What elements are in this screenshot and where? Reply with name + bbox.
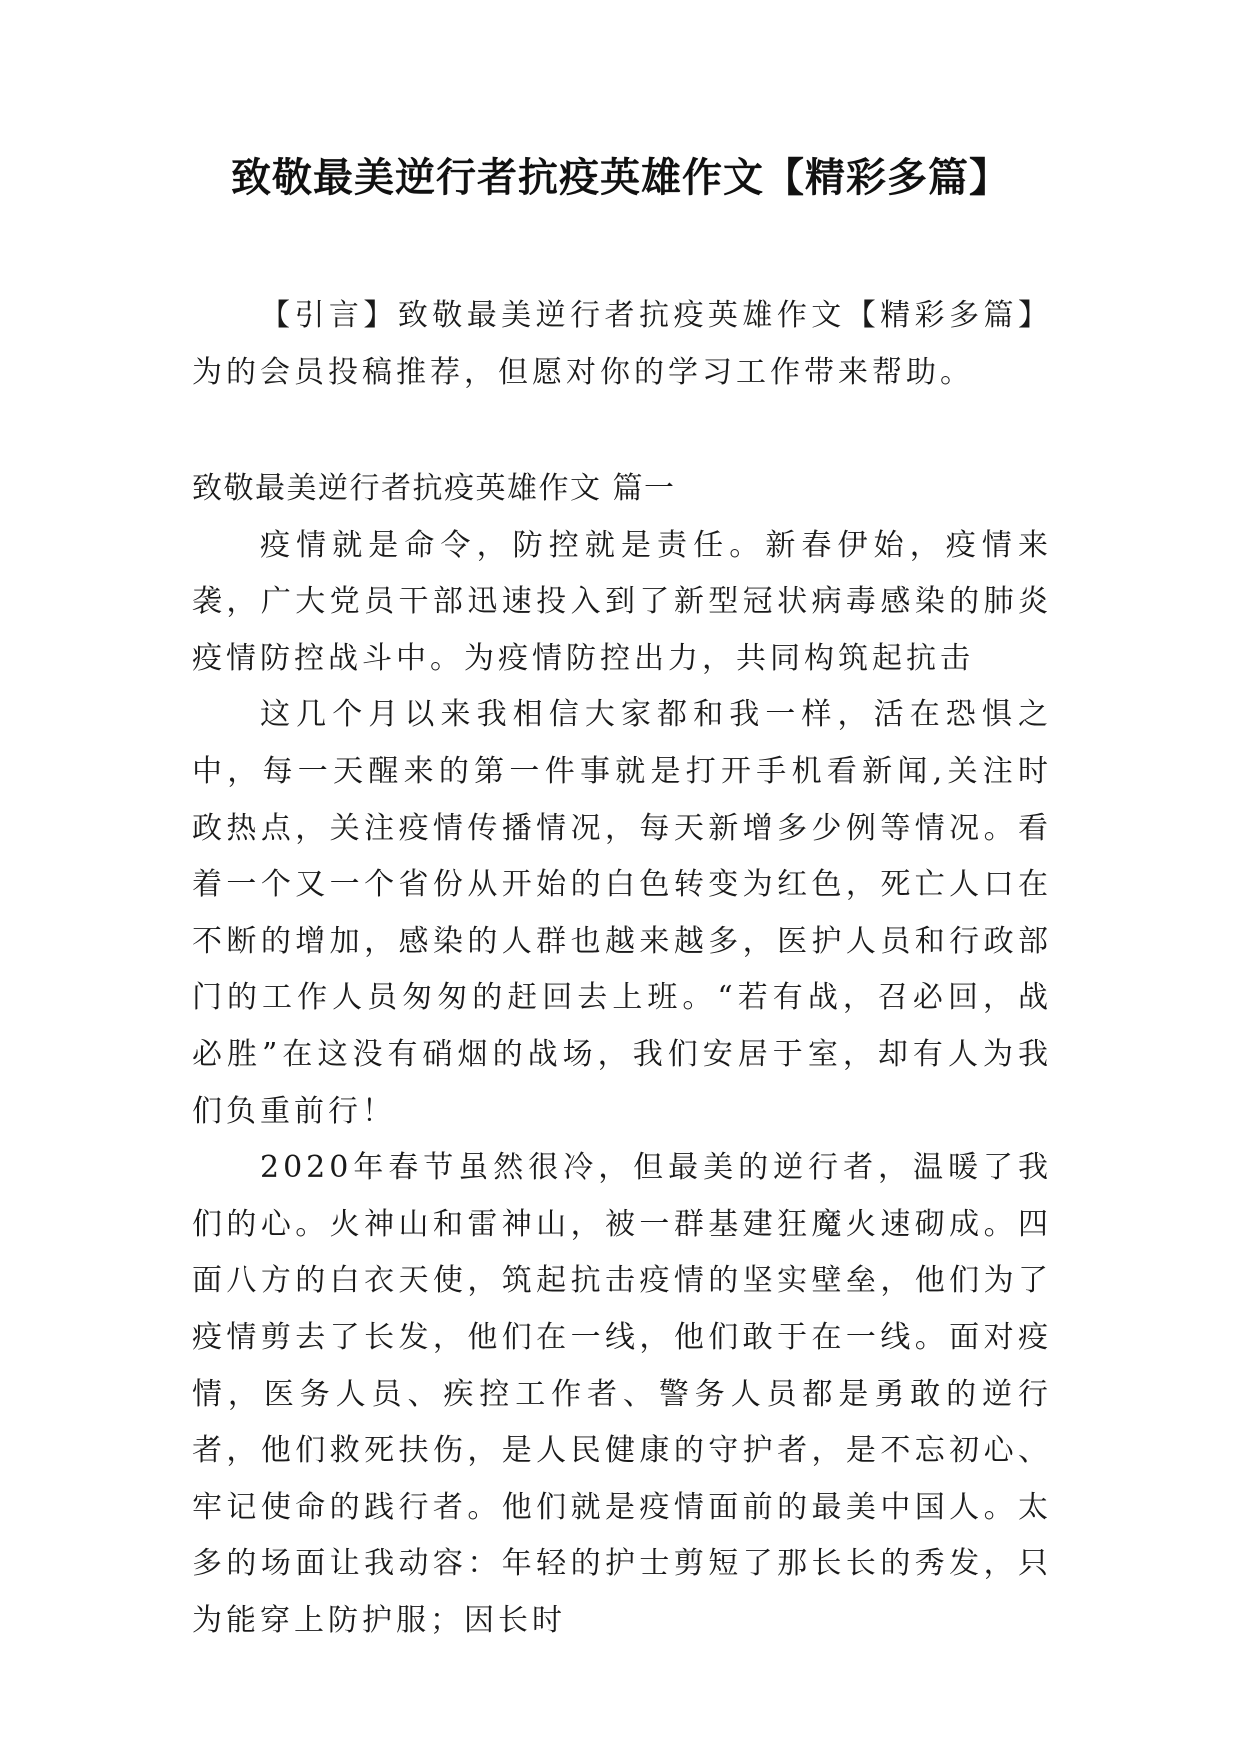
section-heading: 致敬最美逆行者抗疫英雄作文 篇一 — [192, 471, 676, 506]
intro-block — [192, 288, 1052, 401]
intro-paragraph: 【引言】致敬最美逆行者抗疫英雄作文【精彩多篇】为的会员投稿推荐，但愿对你的学习工作带来帮助。 — [192, 298, 1052, 390]
body-paragraph: 2020年春节虽然很冷，但最美的逆行者，温暖了我们的心。火神山和雷神山，被一群基建狂魔火速砌成。四面八方的白衣天使，筑起抗击疫情的坚实壁垒，他们为了疫情剪去了长发，他们在一线，他们敢于在一线。面对疫情，医务人员、疾控工作者、警务人员都是勇敢的逆行者，他们救死扶伤，是人民健康的守护者，是不忘初心、牢记使命的践行者。他们就是疫情面前的最美中国人。太多的场面让我动容：年轻的护士剪短了那长长的秀发，只为能穿上防护服；因长时 — [192, 1150, 1052, 1638]
body-paragraph: 这几个月以来我相信大家都和我一样，活在恐惧之中，每一天醒来的第一件事就是打开手机看新闻,关注时政热点，关注疫情传播情况，每天新增多少例等情况。看着一个又一个省份从开始的白色转变为红色，死亡人口在不断的增加，感染的人群也越来越多，医护人员和行政部门的工作人员匆匆的赶回去上班。“若有战，召必回，战必胜”在这没有硝烟的战场，我们安居于室，却有人为我们负重前行！ — [192, 697, 1052, 1129]
body-paragraph: 疫情就是命令，防控就是责任。新春伊始，疫情来袭，广大党员干部迅速投入到了新型冠状病毒感染的肺炎疫情防控战斗中。为疫情防控出力，共同构筑起抗击 — [192, 527, 1052, 676]
document-title: 致敬最美逆行者抗疫英雄作文【精彩多篇】 — [231, 154, 1010, 201]
section-one — [192, 461, 1052, 1649]
